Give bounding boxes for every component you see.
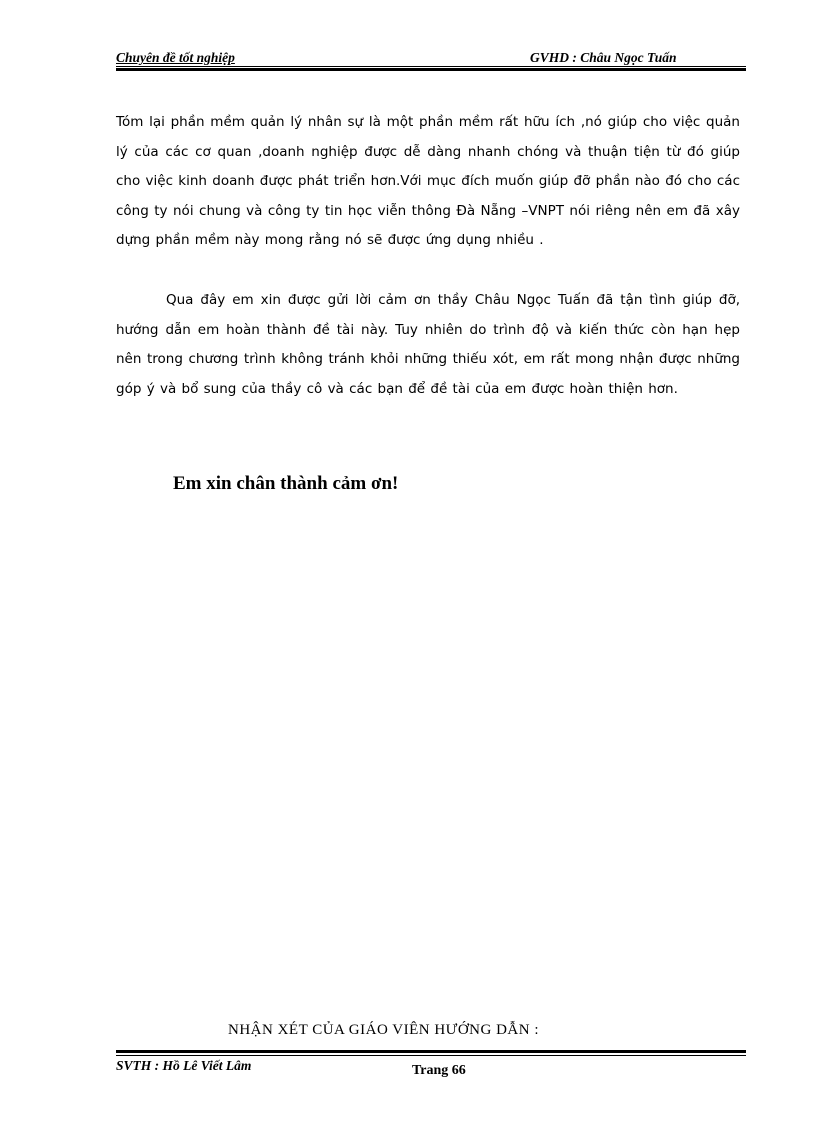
footer-student: SVTH : Hồ Lê Viết Lâm bbox=[116, 1058, 252, 1073]
acknowledgement-paragraph: Qua đây em xin được gửi lời cảm ơn thầy Châu Ngọc Tuấn đã tận tình giúp đỡ, hướng dẫn em hoàn thành đề tài này. Tuy nhiên do trình độ và kiến thức còn hạn hẹp nên trong chương trình không tránh khỏi những thiếu xót, em rất mong nhận được những góp ý và bổ sung của thầy cô và các bạn để đề tài của em được hoàn thiện hơn. bbox=[116, 292, 740, 397]
header-advisor: GVHD : Châu Ngọc Tuấn bbox=[530, 50, 677, 65]
header-document-type: Chuyên đề tốt nghiệp bbox=[116, 50, 235, 65]
header-rule-thin bbox=[116, 66, 746, 67]
review-heading: NHẬN XÉT CỦA GIÁO VIÊN HƯỚNG DẪN : bbox=[228, 1022, 539, 1038]
footer-rule-thick bbox=[116, 1050, 746, 1053]
footer-rule-thin bbox=[116, 1055, 746, 1056]
header-rule-thick bbox=[116, 68, 746, 71]
thanks-line: Em xin chân thành cảm ơn! bbox=[173, 473, 399, 494]
page-header bbox=[116, 50, 744, 66]
footer-page-number: Trang 66 bbox=[412, 1063, 466, 1078]
conclusion-paragraph: Tóm lại phần mềm quản lý nhân sự là một phần mềm rất hữu ích ,nó giúp cho việc quản lý của các cơ quan ,doanh nghiệp được dễ dàng nhanh chóng và thuận tiện từ đó giúp cho việc kinh doanh được phát triển hơn.Với mục đích muốn giúp đỡ phần nào đó cho các công ty nói chung và công ty tin học viễn thông Đà Nẵng –VNPT nói riêng nên em đã xây dựng phần mềm này mong rằng nó sẽ được ứng dụng nhiều . bbox=[116, 114, 740, 248]
